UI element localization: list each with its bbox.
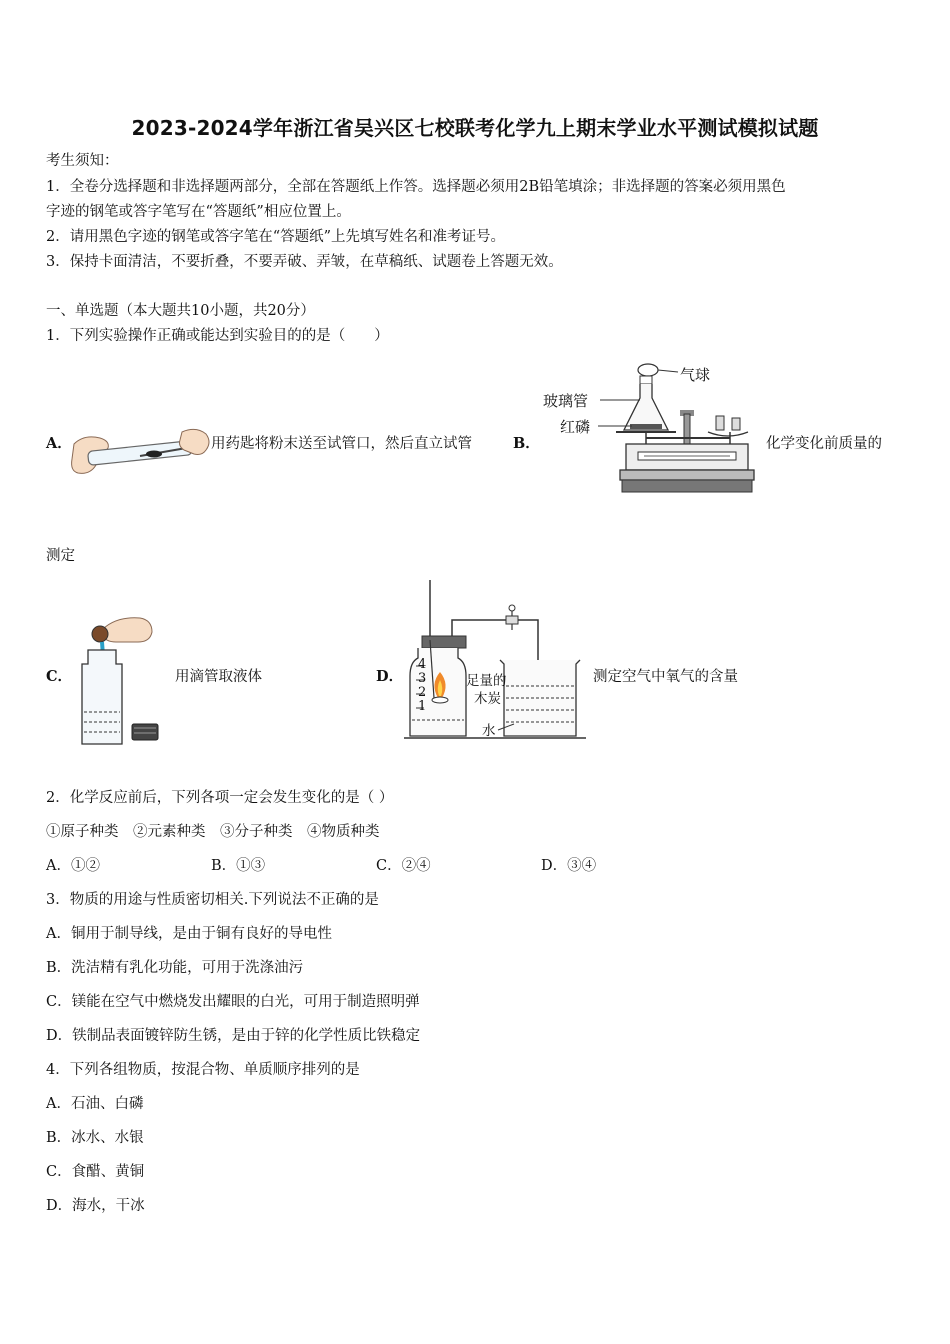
q2-option-a: A．①② [46,858,100,874]
q1-d-mark-1: 1 [418,699,427,714]
q1-d-mark-4: 4 [418,657,427,672]
q1-option-c-label: C． [46,668,73,685]
q1-option-a-text: 用药匙将粉末送至试管口，然后直立试管 [211,436,472,452]
q2-option-b: B．①③ [211,858,266,874]
q1-option-c-text: 用滴管取液体 [175,669,262,685]
q1-b-label-red-p: 红磷 [560,418,591,436]
q2-items: ①原子种类 ②元素种类 ③分子种类 ④物质种类 [46,824,380,840]
q4-option-a: A．石油、白磷 [46,1096,144,1112]
q2-option-d: D．③④ [541,858,597,874]
q1-figure-a-spatula [70,426,210,484]
q1-d-mark-2: 2 [418,685,427,700]
q1-d-label-charcoal-1: 足量的 [466,673,507,689]
notice-item-3: 3．保持卡面清洁，不要折叠，不要弄破、弄皱，在草稿纸、试题卷上答题无效。 [46,254,563,270]
q4-option-c: C．食醋、黄铜 [46,1164,145,1180]
q3-option-b: B．洗洁精有乳化功能，可用于洗涤油污 [46,960,304,976]
q1-option-d-label: D． [376,668,404,685]
q1-option-b-text-cont: 测定 [46,548,75,564]
q1-d-label-charcoal-2: 木炭 [474,691,501,707]
q4-option-d: D．海水，干冰 [46,1198,145,1214]
notice-item-2: 2．请用黑色字迹的钢笔或答字笔在“答题纸”上先填写姓名和准考证号。 [46,229,506,245]
q1-b-label-balloon: 气球 [680,366,711,384]
q1-stem: 1．下列实验操作正确或能达到实验目的的是（ ） [46,328,389,344]
q3-stem: 3．物质的用途与性质密切相关.下列说法不正确的是 [46,892,379,908]
notice-item-1-cont: 字迹的钢笔或答字笔写在“答题纸”相应位置上。 [46,204,351,220]
q1-d-marks [418,658,428,714]
section-heading: 一、单选题（本大题共10小题，共20分） [46,303,315,319]
q4-stem: 4．下列各组物质，按混合物、单质顺序排列的是 [46,1062,360,1078]
q2-option-c: C．②④ [376,858,431,874]
q3-option-c: C．镁能在空气中燃烧发出耀眼的白光，可用于制造照明弹 [46,994,420,1010]
q2-stem: 2．化学反应前后，下列各项一定会发生变化的是（ ） [46,790,394,806]
q1-figure-c-dropper [76,614,166,746]
q3-option-d: D．铁制品表面镀锌防生锈，是由于锌的化学性质比铁稳定 [46,1028,421,1044]
q4-option-b: B．冰水、水银 [46,1130,144,1146]
q1-option-a-label: A． [46,435,72,452]
q1-option-d-text: 测定空气中氧气的含量 [593,669,738,685]
q1-option-b-label: B． [513,435,540,452]
q1-d-label-water: 水 [482,723,496,739]
q3-option-a: A．铜用于制导线，是由于铜有良好的导电性 [46,926,332,942]
notice-item-1: 1．全卷分选择题和非选择题两部分，全部在答题纸上作答。选择题必须用2B铅笔填涂；非选择题的答案必须用黑色 [46,179,786,195]
q1-b-label-glass-tube: 玻璃管 [543,392,589,410]
q1-d-mark-3: 3 [418,671,427,686]
q1-option-b-text: 化学变化前质量的 [766,436,882,452]
notice-heading: 考生须知： [46,153,119,169]
page-title: 2023-2024学年浙江省吴兴区七校联考化学九上期末学业水平测试模拟试题 [131,116,819,140]
